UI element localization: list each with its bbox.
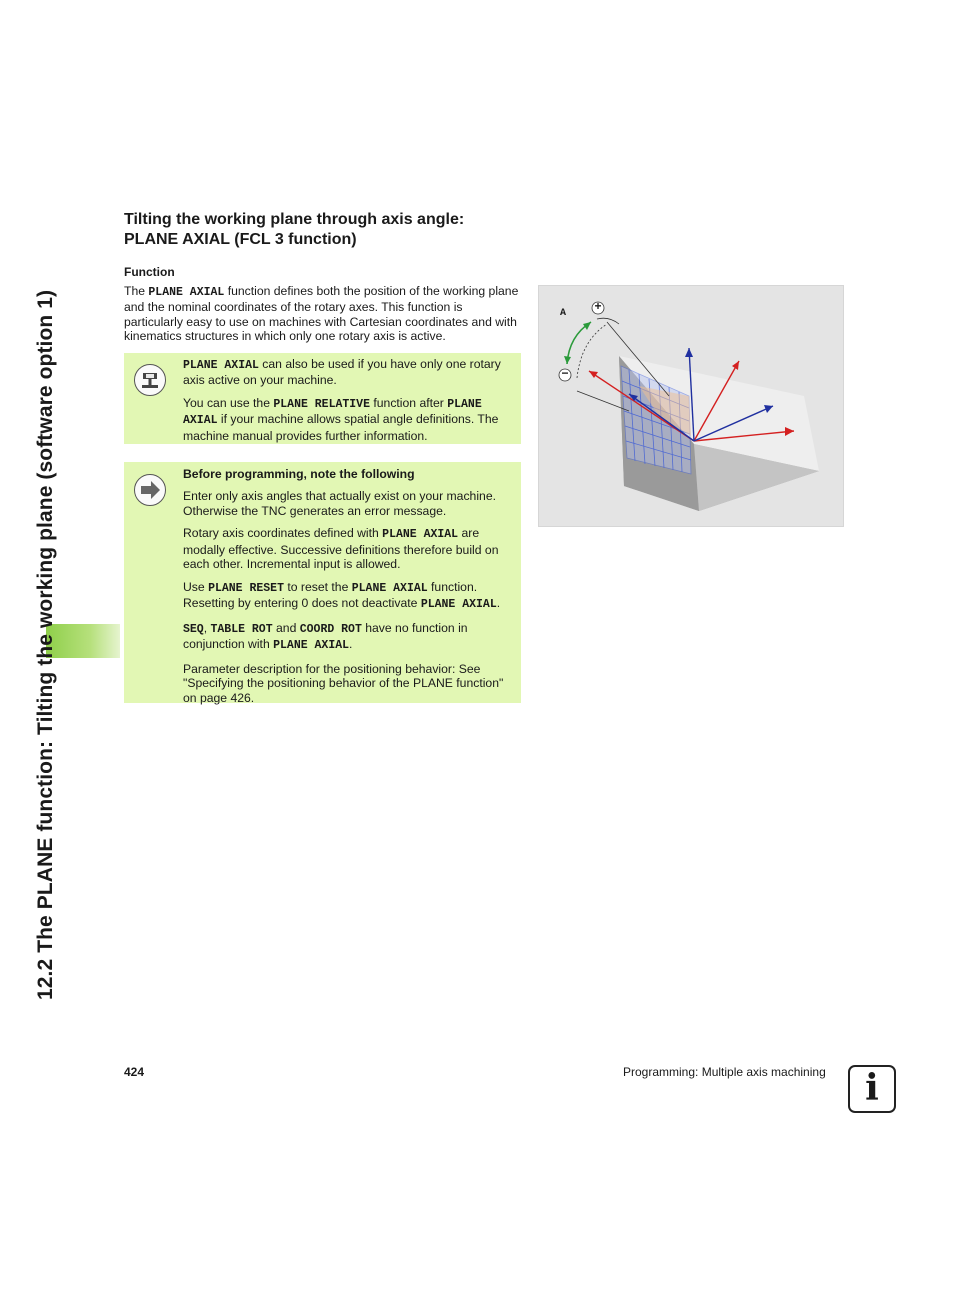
minus-sign: − [561, 366, 569, 380]
note2-paragraph-3 [183, 580, 513, 613]
plane-axial-illustration [538, 285, 844, 527]
note1-paragraph-2 [183, 396, 513, 443]
programming-note-text [183, 467, 513, 713]
intro-text-2: function defines both the position of the working plane and the nominal coordinates of the rotary axes. This function is particularly easy to use on machines with Cartesian coordinates and with kinematics structures in which only one rotary axis is active. [124, 284, 519, 343]
note1-text: You can use the [183, 396, 274, 411]
note2-title: Before programming, note the following [183, 467, 415, 481]
note2-paragraph-4 [183, 621, 513, 654]
note2-text: and [272, 620, 300, 635]
code-plane-axial: PLANE AXIAL [183, 398, 482, 428]
code-seq: SEQ [183, 622, 204, 636]
chapter-side-title: 12.2 The PLANE function: Tilting the working plane (software option 1) [34, 289, 57, 1000]
code-plane-axial: PLANE AXIAL [183, 359, 259, 372]
code-coord-rot: COORD ROT [299, 622, 362, 636]
note2-paragraph-5: Parameter description for the positioning behavior: See "Specifying the positioning behavior of the PLANE function" on page 426. [183, 661, 504, 705]
footer-chapter: Programming: Multiple axis machining [623, 1065, 826, 1079]
code-table-rot: TABLE ROT [210, 622, 273, 636]
note2-text: Rotary axis coordinates defined with [183, 526, 383, 541]
note2-text: are modally effective. Successive definitions therefore build on each other. Incremental input is allowed. [183, 526, 499, 571]
machine-note-box [124, 353, 521, 444]
code-plane-axial: PLANE AXIAL [420, 598, 497, 612]
note2-paragraph-1: Enter only axis angles that actually exist on your machine. Otherwise the TNC generates an error message. [183, 489, 496, 518]
code-plane-reset: PLANE RESET [208, 581, 284, 595]
intro-paragraph [124, 284, 520, 343]
plus-sign: + [594, 299, 602, 313]
arrow-right-icon [134, 474, 166, 506]
note2-paragraph-2 [183, 526, 513, 571]
info-icon [848, 1065, 896, 1113]
note2-text: to reset the [283, 579, 352, 594]
machine-manual-icon [134, 364, 166, 396]
note2-text: function. Resetting by entering 0 does not deactivate [183, 579, 478, 611]
note2-text: Use [183, 579, 209, 594]
note2-text: . [349, 637, 353, 652]
note1-paragraph-1 [183, 357, 513, 388]
note2-text: have no function in conjunction with [183, 620, 468, 652]
machine-note-text [183, 357, 513, 451]
code-plane-axial: PLANE AXIAL [148, 286, 225, 299]
page-number: 424 [124, 1065, 145, 1079]
note1-text: can also be used if you have only one rotary axis active on your machine. [183, 357, 501, 388]
intro-text-1: The [124, 284, 149, 298]
note1-text: function after [369, 396, 448, 411]
code-plane-axial: PLANE AXIAL [273, 639, 350, 653]
code-plane-relative: PLANE RELATIVE [273, 398, 370, 412]
subheading-function: Function [124, 265, 175, 279]
note2-text: , [203, 620, 211, 635]
code-plane-axial: PLANE AXIAL [351, 581, 428, 595]
section-heading: Tilting the working plane through axis angle: PLANE AXIAL (FCL 3 function) [124, 211, 465, 248]
code-plane-axial: PLANE AXIAL [382, 528, 459, 542]
note1-text: if your machine allows spatial angle definitions. The machine manual provides further information. [183, 412, 499, 443]
info-glyph: i [865, 1067, 879, 1109]
note2-text: . [496, 596, 501, 611]
programming-note-box [124, 462, 521, 703]
axis-label-a: A [560, 308, 567, 319]
